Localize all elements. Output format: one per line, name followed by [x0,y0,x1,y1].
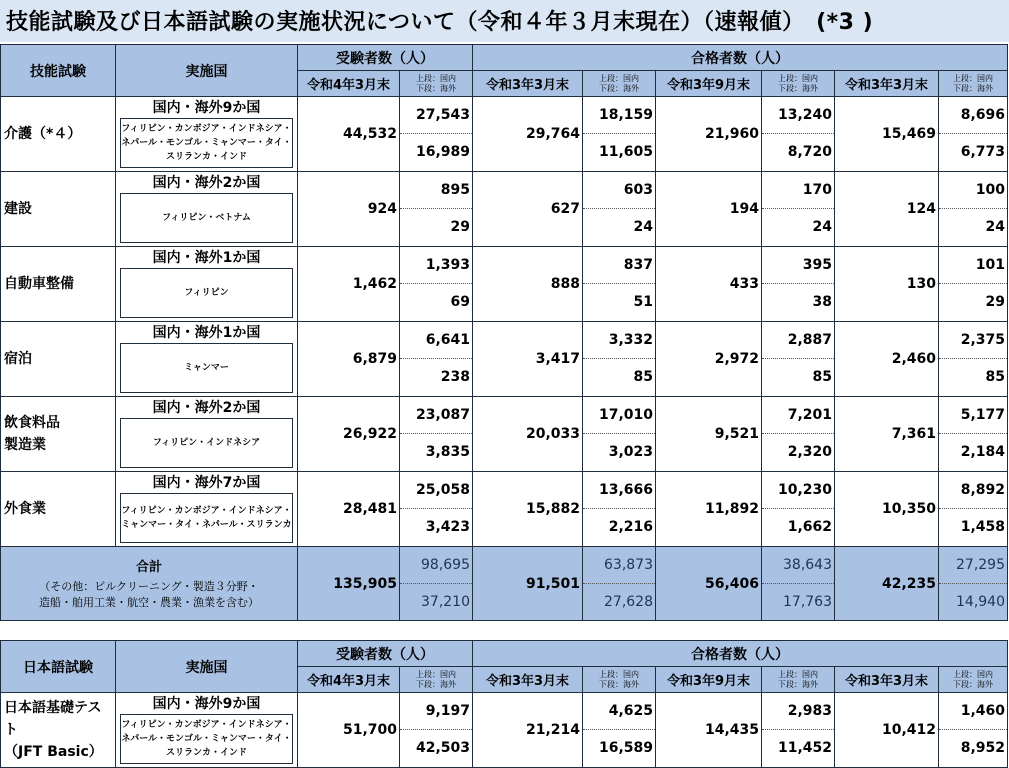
passers-total-r3-3-b: 10,350 [835,472,939,547]
domestic-overseas-cell [939,472,1008,547]
domestic-overseas-cell [583,547,656,621]
domestic-value: 13,240 [762,97,834,134]
header-split-note: 上段：国内 下段：海外 [583,71,656,97]
category-name: 宿泊 [1,322,116,397]
overseas-value: 6,773 [960,144,1005,160]
header-category: 技能試験 [1,45,116,97]
header-split-note: 上段：国内 下段：海外 [762,71,835,97]
domestic-value: 395 [762,247,834,284]
domestic-overseas-cell [583,172,656,247]
domestic-overseas-cell [939,247,1008,322]
domestic-overseas-cell [762,693,835,768]
domestic-value: 13,666 [583,472,655,509]
table-row [1,693,1008,714]
country-list: フィリピン・カンボジア・インドネシア・ ミャンマー・タイ・ネパール・スリランカ [116,492,298,547]
domestic-overseas-cell [939,693,1008,768]
domestic-value: 7,201 [762,397,834,434]
domestic-value: 23,087 [400,397,472,434]
examinees-total: 1,462 [298,247,400,322]
passers-total-r3-3-b: 42,235 [835,547,939,621]
overseas-value: 37,210 [421,594,470,610]
domestic-overseas-cell [400,172,473,247]
header-r3-3: 令和3年3月末 [835,667,939,693]
domestic-overseas-cell [583,397,656,472]
domestic-overseas-cell [583,472,656,547]
domestic-overseas-cell [583,97,656,172]
header-r3-3: 令和3年3月末 [473,667,583,693]
table-row [1,322,1008,343]
overseas-value: 29 [450,219,470,235]
overseas-value: 1,662 [787,519,832,535]
total-label: 合計 [135,560,162,575]
country-list: フィリピン・ベトナム [116,192,298,247]
country-list: フィリピン・カンボジア・インドネシア・ ネパール・モンゴル・ミャンマー・タイ・ スリランカ・インド [116,713,298,768]
domestic-overseas-cell [762,172,835,247]
country-count: 国内・海外2か国 [116,397,298,418]
domestic-overseas-cell [762,472,835,547]
overseas-value: 11,452 [777,740,832,756]
domestic-overseas-cell [762,547,835,621]
domestic-overseas-cell [400,397,473,472]
domestic-value: 6,641 [400,322,472,359]
domestic-overseas-cell [400,547,473,621]
total-row [1,547,1008,584]
overseas-value: 24 [633,219,653,235]
domestic-overseas-cell [583,322,656,397]
passers-total-r3-9: 433 [656,247,762,322]
passers-total-r3-3: 15,882 [473,472,583,547]
overseas-value: 85 [633,369,653,385]
header-country: 実施国 [116,641,298,693]
overseas-value: 8,952 [960,740,1005,756]
overseas-value: 2,320 [787,444,832,460]
domestic-overseas-cell [400,693,473,768]
domestic-value: 3,332 [583,322,655,359]
passers-total-r3-3: 91,501 [473,547,583,621]
overseas-value: 1,458 [960,519,1005,535]
domestic-value: 10,230 [762,472,834,509]
domestic-value: 2,983 [762,693,834,730]
header-r3-3: 令和3年3月末 [835,71,939,97]
passers-total-r3-3-b: 130 [835,247,939,322]
domestic-value: 837 [583,247,655,284]
domestic-value: 38,643 [762,547,834,584]
domestic-overseas-cell [583,693,656,768]
overseas-value: 42,503 [415,740,470,756]
domestic-overseas-cell [762,97,835,172]
overseas-value: 24 [812,219,832,235]
country-list: ミャンマー [116,342,298,397]
header-split-note: 上段：国内 下段：海外 [400,71,473,97]
country-list: フィリピン・インドネシア [116,417,298,472]
category-name: 自動車整備 [1,247,116,322]
title-bar [0,0,1009,42]
japanese-test-table [0,640,1008,768]
category-name: 建設 [1,172,116,247]
domestic-value: 27,543 [400,97,472,134]
category-name: 飲食料品 製造業 [1,397,116,472]
passers-total-r3-3: 888 [473,247,583,322]
overseas-value: 14,940 [956,594,1005,610]
header-country: 実施国 [116,45,298,97]
overseas-value: 11,605 [598,144,653,160]
header-r3-9: 令和3年9月末 [656,71,762,97]
header-split-note: 上段：国内 下段：海外 [583,667,656,693]
category-name: 介護（*４） [1,97,116,172]
domestic-value: 8,892 [939,472,1007,509]
domestic-value: 9,197 [400,693,472,730]
domestic-value: 18,159 [583,97,655,134]
domestic-value: 170 [762,172,834,209]
overseas-value: 24 [985,219,1005,235]
domestic-value: 98,695 [400,547,472,584]
header-passers: 合格者数（人） [473,641,1008,667]
domestic-overseas-cell [762,322,835,397]
passers-total-r3-3: 21,214 [473,693,583,768]
domestic-value: 2,887 [762,322,834,359]
domestic-overseas-cell [400,472,473,547]
country-count: 国内・海外7か国 [116,472,298,493]
domestic-value: 100 [939,172,1007,209]
header-split-note: 上段：国内 下段：海外 [400,667,473,693]
passers-total-r3-9: 194 [656,172,762,247]
examinees-total: 28,481 [298,472,400,547]
overseas-value: 17,763 [783,594,832,610]
passers-total-r3-3-b: 15,469 [835,97,939,172]
category-name: 外食業 [1,472,116,547]
domestic-value: 895 [400,172,472,209]
header-examinees: 受験者数（人） [298,45,473,71]
domestic-value: 4,625 [583,693,655,730]
passers-total-r3-9: 9,521 [656,397,762,472]
domestic-value: 603 [583,172,655,209]
passers-total-r3-3-b: 10,412 [835,693,939,768]
overseas-value: 238 [440,369,470,385]
passers-total-r3-9: 2,972 [656,322,762,397]
header-r4-3: 令和4年3月末 [298,667,400,693]
country-count: 国内・海外9か国 [116,97,298,118]
total-note: （その他：ビルクリーニング・製造３分野・ 造船・舶用工業・航空・農業・漁業を含む） [39,580,259,609]
passers-total-r3-9: 14,435 [656,693,762,768]
domestic-value: 2,375 [939,322,1007,359]
overseas-value: 3,023 [608,444,653,460]
table-row [1,172,1008,193]
domestic-value: 17,010 [583,397,655,434]
header-split-note: 上段：国内 下段：海外 [762,667,835,693]
overseas-value: 16,989 [415,144,470,160]
overseas-value: 8,720 [787,144,832,160]
domestic-overseas-cell [762,397,835,472]
passers-total-r3-3: 627 [473,172,583,247]
domestic-value: 63,873 [583,547,655,584]
header-split-note: 上段：国内 下段：海外 [939,667,1008,693]
examinees-total: 51,700 [298,693,400,768]
passers-total-r3-3: 3,417 [473,322,583,397]
overseas-value: 85 [812,369,832,385]
country-count: 国内・海外1か国 [116,247,298,268]
overseas-value: 27,628 [604,594,653,610]
passers-total-r3-9: 11,892 [656,472,762,547]
header-category: 日本語試験 [1,641,116,693]
overseas-value: 2,216 [608,519,653,535]
overseas-value: 69 [450,294,470,310]
domestic-overseas-cell [583,247,656,322]
overseas-value: 2,184 [960,444,1005,460]
examinees-total: 44,532 [298,97,400,172]
country-list: フィリピン・カンボジア・インドネシア・ ネパール・モンゴル・ミャンマー・タイ・ スリランカ・インド [116,117,298,172]
passers-total-r3-3: 20,033 [473,397,583,472]
domestic-overseas-cell [939,97,1008,172]
table-row [1,472,1008,493]
domestic-value: 1,460 [939,693,1007,730]
skill-test-table [0,44,1008,621]
domestic-value: 5,177 [939,397,1007,434]
domestic-overseas-cell [939,172,1008,247]
domestic-overseas-cell [762,247,835,322]
passers-total-r3-9: 21,960 [656,97,762,172]
header-r3-9: 令和3年9月末 [656,667,762,693]
overseas-value: 3,835 [425,444,470,460]
header-r4-3: 令和4年3月末 [298,71,400,97]
table-row [1,247,1008,268]
domestic-value: 8,696 [939,97,1007,134]
domestic-overseas-cell [939,547,1008,621]
header-examinees: 受験者数（人） [298,641,473,667]
overseas-value: 51 [633,294,653,310]
domestic-overseas-cell [400,322,473,397]
examinees-total: 6,879 [298,322,400,397]
domestic-value: 25,058 [400,472,472,509]
passers-total-r3-3-b: 2,460 [835,322,939,397]
passers-total-r3-3: 29,764 [473,97,583,172]
country-count: 国内・海外1か国 [116,322,298,343]
domestic-overseas-cell [939,322,1008,397]
category-name: 日本語基礎テスト （JFT Basic） [1,693,116,768]
total-label-cell [1,547,298,621]
passers-total-r3-3-b: 124 [835,172,939,247]
passers-total-r3-3-b: 7,361 [835,397,939,472]
table-row [1,97,1008,118]
domestic-value: 1,393 [400,247,472,284]
page-title: 技能試験及び日本語試験の実施状況について（令和４年３月末現在）（速報値） (*3 ) [6,10,874,35]
header-r3-3: 令和3年3月末 [473,71,583,97]
overseas-value: 3,423 [425,519,470,535]
country-list: フィリピン [116,267,298,322]
table-row [1,397,1008,418]
header-split-note: 上段：国内 下段：海外 [939,71,1008,97]
header-passers: 合格者数（人） [473,45,1008,71]
domestic-overseas-cell [400,97,473,172]
examinees-total: 924 [298,172,400,247]
examinees-total: 26,922 [298,397,400,472]
examinees-total: 135,905 [298,547,400,621]
country-count: 国内・海外9か国 [116,693,298,714]
domestic-value: 27,295 [939,547,1007,584]
country-count: 国内・海外2か国 [116,172,298,193]
overseas-value: 85 [985,369,1005,385]
overseas-value: 29 [985,294,1005,310]
overseas-value: 16,589 [598,740,653,756]
domestic-value: 101 [939,247,1007,284]
overseas-value: 38 [812,294,832,310]
domestic-overseas-cell [939,397,1008,472]
passers-total-r3-9: 56,406 [656,547,762,621]
domestic-overseas-cell [400,247,473,322]
